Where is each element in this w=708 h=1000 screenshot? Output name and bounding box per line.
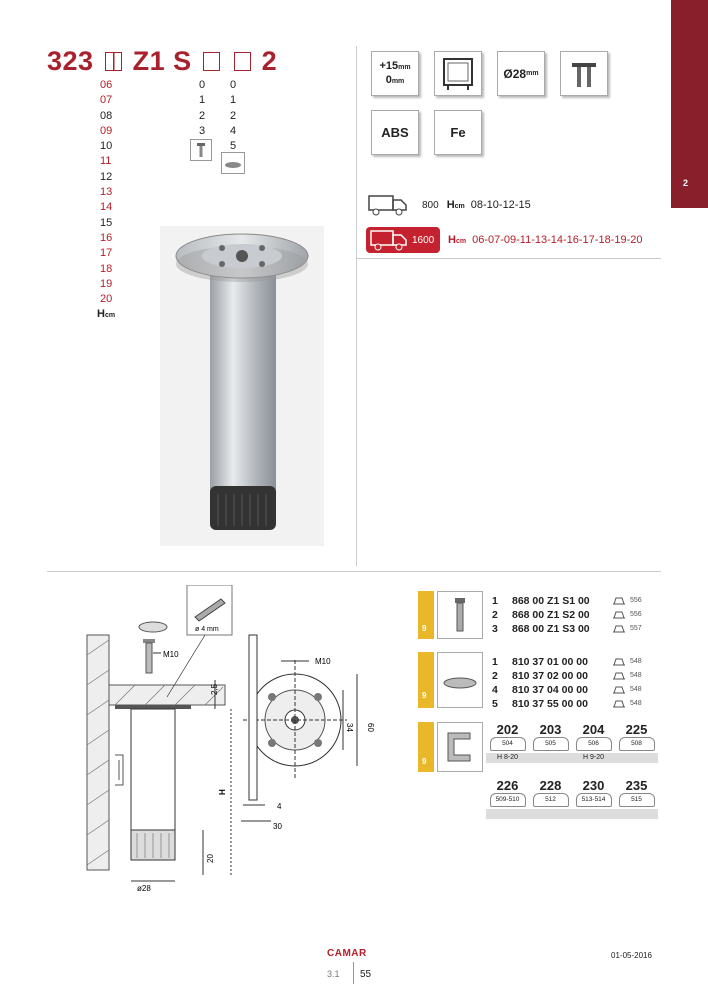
- clip-height-range: [486, 809, 529, 819]
- section-divider: [47, 571, 661, 572]
- clip-number: 228: [539, 778, 562, 793]
- height-adjust-icon: +15mm 0mm: [371, 51, 419, 96]
- clip-pictogram: 509-510: [490, 793, 526, 807]
- clip-number: 225: [625, 722, 648, 737]
- section-divider: [356, 258, 661, 259]
- clip-variant-cell: [529, 722, 572, 763]
- clip-pictogram: 513-514: [576, 793, 612, 807]
- accessory-tag: 9: [418, 652, 434, 708]
- accessory-row: [492, 670, 642, 682]
- clip-height-range: [529, 753, 572, 763]
- height-code: 09: [100, 124, 113, 137]
- clip-number: 204: [582, 722, 605, 737]
- article-code: 868 00 Z1 S1 00: [512, 595, 590, 607]
- svg-text:60: 60: [366, 723, 375, 732]
- height-code: 07: [100, 94, 113, 107]
- vertical-divider: [356, 46, 357, 566]
- product-photo: [160, 226, 324, 546]
- catalog-page-ref: 556: [630, 597, 642, 604]
- svg-text:ø28: ø28: [137, 884, 151, 893]
- article-code: 810 37 55 00 00: [512, 698, 588, 710]
- article-code: 868 00 Z1 S3 00: [512, 623, 590, 635]
- height-code: 14: [100, 201, 113, 214]
- clip-height-range: [615, 809, 658, 819]
- clip-variant-cell: [529, 778, 572, 819]
- variant-option: 3: [199, 124, 206, 137]
- height-code: 08: [100, 109, 113, 122]
- height-codes-list: [100, 78, 112, 307]
- height-code: 12: [100, 170, 113, 183]
- catalog-page-ref: 548: [630, 700, 642, 707]
- variant-option: 4: [230, 124, 237, 137]
- chapter-tab[interactable]: [671, 0, 708, 208]
- catalog-icon: [612, 657, 626, 669]
- clip-pictogram: 506: [576, 737, 612, 751]
- catalog-icon: [612, 685, 626, 697]
- variant-option: 1: [230, 94, 237, 107]
- variant-option: 2: [230, 109, 237, 122]
- height-code: 18: [100, 262, 113, 275]
- row-index: 3: [492, 623, 498, 635]
- clip-number: 230: [582, 778, 605, 793]
- material-fe-badge: Fe: [434, 110, 482, 155]
- leg-profile-icon: [560, 51, 608, 96]
- row-index: 2: [492, 670, 498, 682]
- clip-pictogram: 504: [490, 737, 526, 751]
- brand-logo: CAMAR: [327, 948, 367, 959]
- catalog-icon: [612, 596, 626, 608]
- svg-text:ø 4 mm: ø 4 mm: [195, 626, 219, 633]
- article-code: 810 37 04 00 00: [512, 684, 588, 696]
- row-index: 1: [492, 656, 498, 668]
- catalog-page-ref: 548: [630, 686, 642, 693]
- svg-text:M10: M10: [315, 657, 331, 666]
- height-code: 17: [100, 247, 113, 260]
- height-code: 13: [100, 186, 113, 199]
- svg-text:20: 20: [206, 854, 215, 863]
- clip-variant-cell: [486, 778, 529, 819]
- clip-height-range: [572, 809, 615, 819]
- cabinet-icon: [434, 51, 482, 96]
- variant-column-1: [199, 78, 205, 139]
- truck-icon: [370, 229, 408, 251]
- technical-drawing: [75, 585, 395, 895]
- clip-pictogram: 515: [619, 793, 655, 807]
- clip-pictogram: 505: [533, 737, 569, 751]
- article-code: 810 37 02 00 00: [512, 670, 588, 682]
- code-slot-box: [234, 52, 251, 71]
- article-code: 810 37 01 00 00: [512, 656, 588, 668]
- print-date: 01-05-2016: [611, 951, 652, 960]
- title-suffix: 2: [261, 46, 278, 76]
- screw-accessory-icon: [437, 591, 483, 639]
- clip-number: 235: [625, 778, 648, 793]
- height-code: 11: [100, 155, 112, 168]
- svg-text:2,5: 2,5: [210, 683, 219, 695]
- title-prefix: 323: [47, 46, 94, 76]
- catalog-icon: [612, 671, 626, 683]
- height-code: 19: [100, 277, 113, 290]
- catalog-icon: [612, 624, 626, 636]
- accessory-tag: 9: [418, 722, 434, 772]
- variant-option: 1: [199, 94, 206, 107]
- clip-variant-cell: [615, 722, 658, 763]
- shipping-row-1600: 1600 Hcm 06-07-09-11-13-14-16-17-18-19-20: [366, 227, 642, 253]
- code-slot-box: [105, 52, 122, 71]
- clip-pictogram: 512: [533, 793, 569, 807]
- clip-height-range: [529, 809, 572, 819]
- clip-height-range: H 9-20: [572, 753, 615, 763]
- height-code: 10: [100, 140, 113, 153]
- svg-text:34: 34: [345, 723, 354, 732]
- variant-option: 0: [199, 79, 206, 91]
- row-index: 2: [492, 609, 498, 621]
- svg-text:H: H: [218, 789, 227, 795]
- clip-variant-cell: [572, 778, 615, 819]
- row-index: 4: [492, 684, 498, 696]
- svg-text:M10: M10: [163, 650, 179, 659]
- truck-icon: [368, 194, 408, 216]
- diameter-icon: Ø28 mm: [497, 51, 545, 96]
- accessory-row: [492, 684, 642, 696]
- screw-pictogram-icon: [190, 139, 212, 161]
- accessory-row: [492, 623, 642, 635]
- clip-accessory-icon: [437, 722, 483, 772]
- hcm-label: Hcm: [97, 308, 116, 320]
- catalog-page-ref: 548: [630, 672, 642, 679]
- cap-pictogram-icon: [221, 152, 245, 174]
- accessory-row: [492, 609, 642, 621]
- chapter-tab-label: 2: [683, 178, 689, 188]
- accessory-row: [492, 698, 642, 710]
- clip-number: 226: [496, 778, 519, 793]
- page-number: 55: [360, 969, 372, 980]
- material-abs-badge: ABS: [371, 110, 419, 155]
- height-code: 15: [100, 216, 113, 229]
- catalog-icon: [612, 610, 626, 622]
- catalog-page-ref: 556: [630, 611, 642, 618]
- variant-option: 2: [199, 109, 206, 122]
- code-slot-box: [203, 52, 220, 71]
- product-code-title: [47, 46, 277, 77]
- height-code: 16: [100, 231, 113, 244]
- accessory-row: [492, 595, 642, 607]
- clip-number: 202: [496, 722, 519, 737]
- accessory-tag: 9: [418, 591, 434, 639]
- variant-option: 5: [230, 140, 237, 153]
- clip-height-range: H 8-20: [486, 753, 529, 763]
- shipping-row-800: 800 Hcm 08-10-12-15: [368, 194, 531, 216]
- cap-accessory-icon: [437, 652, 483, 708]
- height-code: 06: [100, 79, 113, 91]
- footer-divider: [353, 962, 354, 984]
- clip-height-range: [615, 753, 658, 763]
- catalog-page-ref: 557: [630, 625, 642, 632]
- row-index: 5: [492, 698, 498, 710]
- row-index: 1: [492, 595, 498, 607]
- section-number: 3.1: [327, 969, 340, 979]
- clip-pictogram: 508: [619, 737, 655, 751]
- svg-text:4: 4: [277, 802, 282, 811]
- clip-number: 203: [539, 722, 562, 737]
- clip-variant-cell: [486, 722, 529, 763]
- variant-column-2: [230, 78, 236, 154]
- article-code: 868 00 Z1 S2 00: [512, 609, 590, 621]
- height-code: 20: [100, 293, 113, 306]
- clip-variant-cell: [615, 778, 658, 819]
- catalog-icon: [612, 699, 626, 711]
- title-mid: Z1 S: [132, 46, 192, 76]
- clip-variant-cell: [572, 722, 615, 763]
- catalog-page-ref: 548: [630, 658, 642, 665]
- svg-text:30: 30: [273, 822, 282, 831]
- accessory-row: [492, 656, 642, 668]
- variant-option: 0: [230, 79, 237, 91]
